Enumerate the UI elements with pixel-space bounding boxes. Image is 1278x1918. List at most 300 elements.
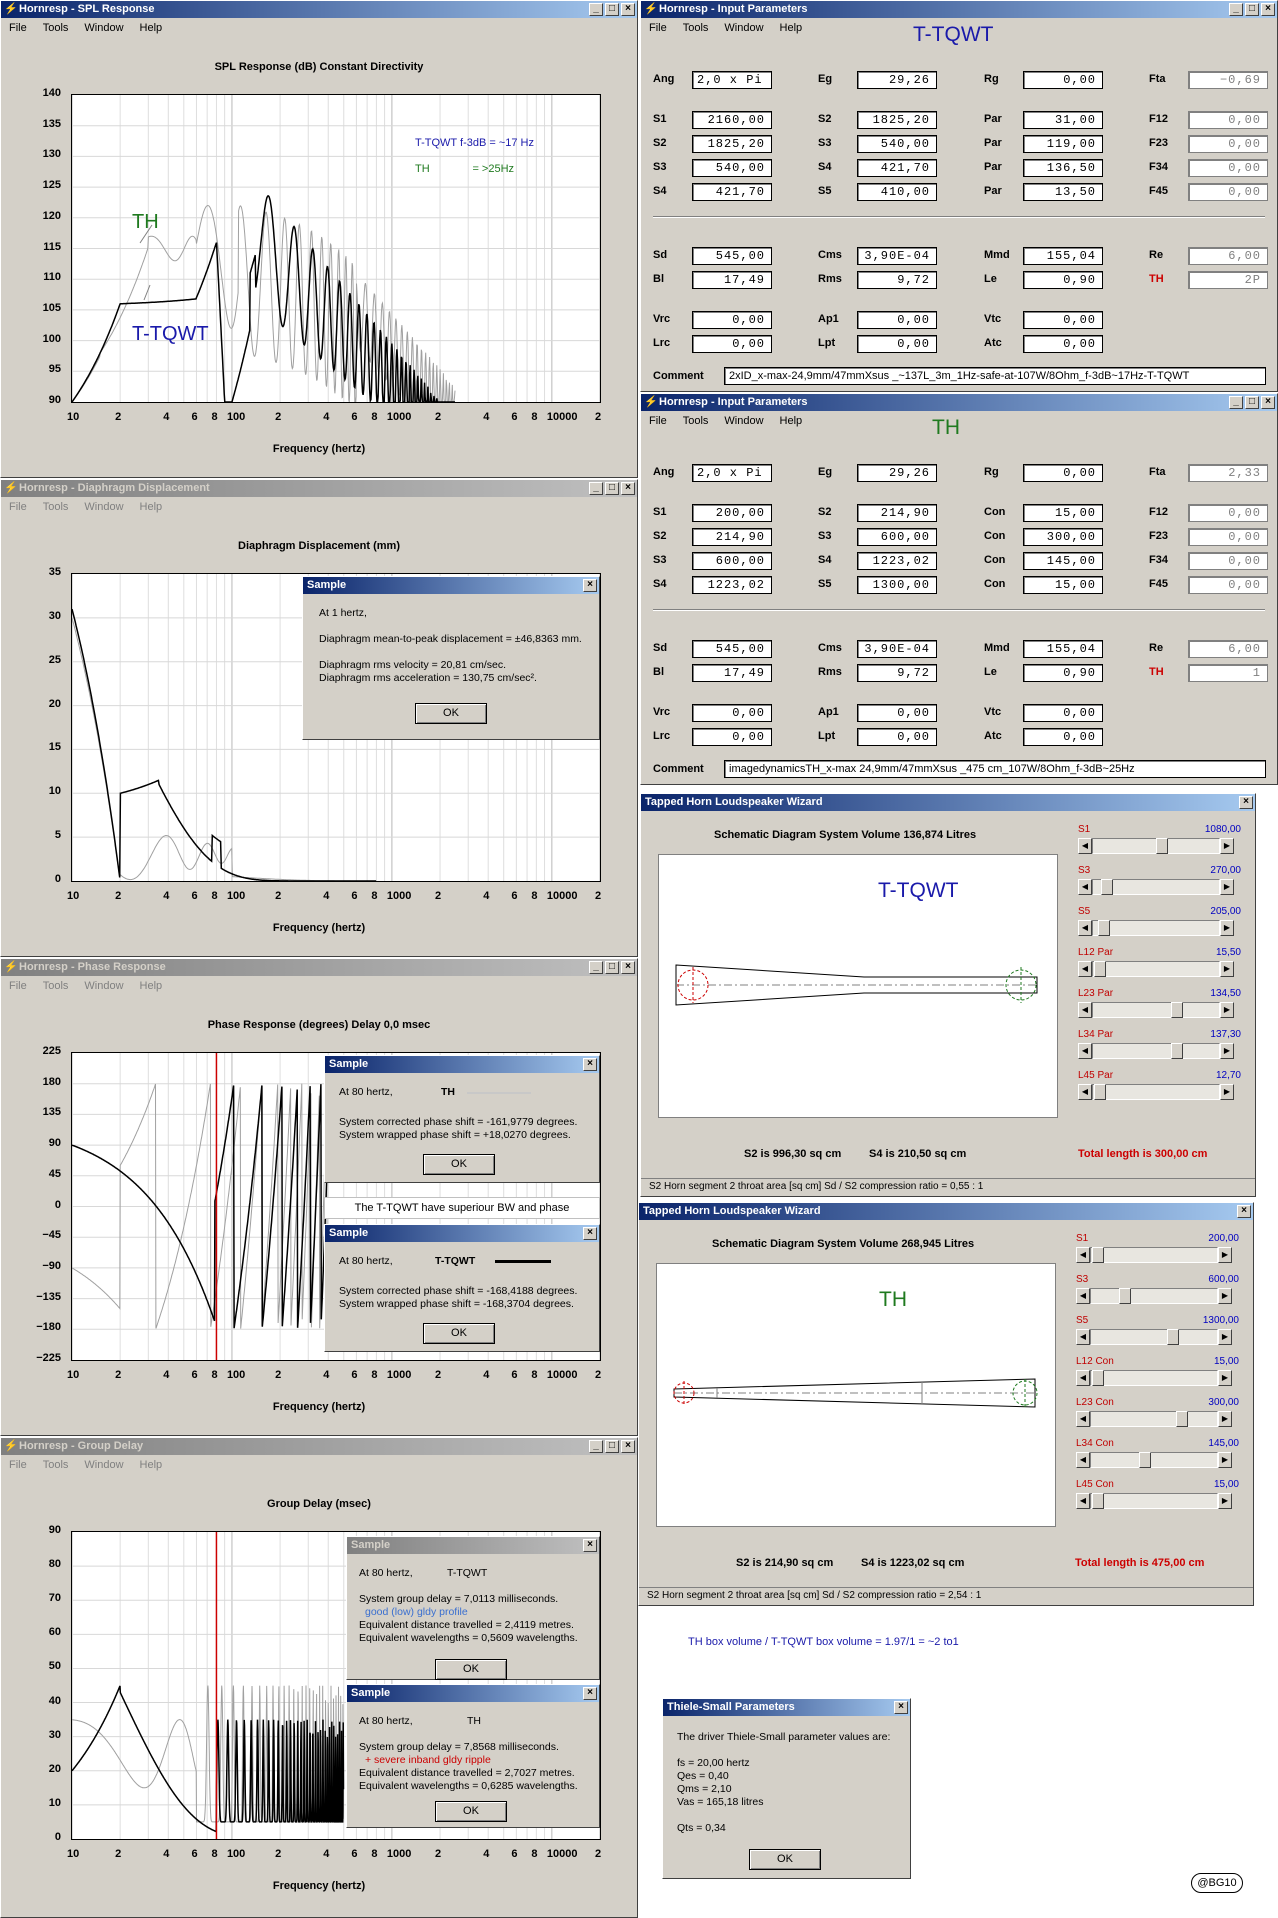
x-tick-label: 2 [275, 411, 282, 423]
slider[interactable] [1078, 1084, 1234, 1100]
series-name: TH [441, 1086, 455, 1098]
close-icon[interactable]: × [1261, 396, 1275, 409]
param-field-ang[interactable]: 2,0 x Pi [692, 71, 772, 89]
x-axis-label: Frequency (hertz) [272, 922, 366, 934]
slider-thumb[interactable] [1176, 1411, 1188, 1427]
param-field-par[interactable]: 13,50 [1023, 183, 1103, 201]
slider-thumb[interactable] [1092, 1247, 1104, 1263]
menu-file[interactable]: File [9, 1459, 27, 1471]
arrow-right-icon[interactable]: ▶ [1220, 1043, 1234, 1059]
param-field-rms[interactable]: 9,72 [857, 271, 937, 289]
param-field-lrc[interactable]: 0,00 [692, 335, 772, 353]
param-field-atc[interactable]: 0,00 [1023, 728, 1103, 746]
close-icon[interactable]: × [583, 579, 597, 592]
slider-thumb[interactable] [1167, 1329, 1179, 1345]
param-field-fta[interactable]: −0,69 [1188, 71, 1268, 89]
param-field-con[interactable]: 300,00 [1023, 528, 1103, 546]
slider[interactable] [1078, 920, 1234, 936]
param-label-lpt: Lpt [818, 730, 836, 742]
param-field-re[interactable]: 6,00 [1188, 640, 1268, 658]
x-tick-label: 6 [191, 890, 198, 902]
param-label-par: Par [984, 137, 1002, 149]
x-axis-label: Frequency (hertz) [272, 1401, 366, 1413]
titlebar[interactable] [1, 959, 637, 976]
titlebar[interactable] [641, 1, 1277, 18]
arrow-left-icon[interactable]: ◀ [1078, 838, 1092, 854]
series-swatch [467, 1092, 531, 1094]
menu-help[interactable]: Help [779, 415, 803, 427]
slider-thumb[interactable] [1156, 838, 1168, 854]
menu-bar [1, 499, 637, 515]
param-label-th: TH [1149, 666, 1164, 678]
slider-track[interactable] [1090, 1493, 1218, 1509]
param-label-sd: Sd [653, 249, 668, 261]
slider-value: 12,70 [1215, 1070, 1241, 1081]
slider-track[interactable] [1092, 1043, 1220, 1059]
x-tick-label: 1000 [386, 1848, 412, 1860]
slider-thumb[interactable] [1094, 1084, 1106, 1100]
menu-help[interactable]: Help [139, 501, 163, 513]
slider-thumb[interactable] [1094, 961, 1106, 977]
y-tick-label: 105 [42, 301, 61, 314]
param-field-s4[interactable]: 1223,02 [857, 552, 937, 570]
menu-bar [1, 20, 637, 36]
ok-button[interactable]: OK [423, 1323, 495, 1344]
param-field-con[interactable]: 145,00 [1023, 552, 1103, 570]
param-field-f34[interactable]: 0,00 [1188, 159, 1268, 177]
menu-tools[interactable]: Tools [42, 980, 69, 992]
param-field-s3[interactable]: 600,00 [857, 528, 937, 546]
param-field-f45[interactable]: 0,00 [1188, 183, 1268, 201]
slider[interactable] [1076, 1370, 1232, 1386]
window-title: Hornresp - Diaphragm Displacement [19, 482, 210, 494]
close-icon[interactable]: × [1237, 1205, 1251, 1218]
close-icon[interactable]: × [1239, 796, 1253, 809]
annotation-note: + severe inband gldy ripple [365, 1754, 491, 1766]
comment-field[interactable]: imagedynamicsTH_x-max 24,9mm/47mmXsus _475 cm_107W/8Ohm_f-3dB~25Hz [724, 760, 1266, 778]
dialog-text: Equivalent wavelengths = 0,5609 wavelengths. [359, 1632, 578, 1644]
param-label-eg: Eg [818, 466, 833, 478]
x-tick-label: 10000 [546, 890, 578, 902]
x-tick-label: 6 [191, 411, 198, 423]
arrow-right-icon[interactable]: ▶ [1220, 1002, 1234, 1018]
param-field-f23[interactable]: 0,00 [1188, 135, 1268, 153]
arrow-right-icon[interactable]: ▶ [1218, 1411, 1232, 1427]
param-field-th[interactable]: 2P [1188, 271, 1268, 289]
menu-window[interactable]: Window [724, 22, 764, 34]
slider-track[interactable] [1090, 1411, 1218, 1427]
param-label-cms: Cms [818, 642, 842, 654]
param-field-par[interactable]: 31,00 [1023, 111, 1103, 129]
slider[interactable] [1078, 838, 1234, 854]
titlebar[interactable] [1, 1438, 637, 1455]
slider-thumb[interactable] [1092, 1493, 1104, 1509]
status-bar: S2 Horn segment 2 throat area [sq cm] Sd / S2 compression ratio = 0,55 : 1 [641, 1178, 1255, 1196]
slider-value: 15,00 [1213, 1479, 1239, 1490]
menu-window[interactable]: Window [84, 980, 124, 992]
param-field-s5[interactable]: 1300,00 [857, 576, 937, 594]
param-label-f45: F45 [1149, 185, 1168, 197]
slider-track[interactable] [1092, 961, 1220, 977]
arrow-left-icon[interactable]: ◀ [1076, 1370, 1090, 1386]
param-field-ap1[interactable]: 0,00 [857, 704, 937, 722]
arrow-right-icon[interactable]: ▶ [1218, 1452, 1232, 1468]
menu-help[interactable]: Help [139, 1459, 163, 1471]
menu-tools[interactable]: Tools [42, 1459, 69, 1471]
divider [653, 609, 1265, 611]
slider-value: 1080,00 [1204, 824, 1241, 835]
slider[interactable] [1078, 1002, 1234, 1018]
dialog-text: At 80 hertz, [339, 1086, 393, 1098]
slider[interactable] [1076, 1493, 1232, 1509]
series-swatch [495, 1260, 551, 1263]
slider[interactable] [1078, 879, 1234, 895]
param-field-lpt[interactable]: 0,00 [857, 335, 937, 353]
arrow-right-icon[interactable]: ▶ [1220, 1084, 1234, 1100]
param-field-vrc[interactable]: 0,00 [692, 311, 772, 329]
param-field-lrc[interactable]: 0,00 [692, 728, 772, 746]
param-field-th[interactable]: 1 [1188, 664, 1268, 682]
slider-track[interactable] [1090, 1452, 1218, 1468]
param-label-rms: Rms [818, 273, 842, 285]
slider-value: 1300,00 [1202, 1315, 1239, 1326]
menu-window[interactable]: Window [724, 415, 764, 427]
slider-value: 200,00 [1208, 1233, 1239, 1244]
param-field-rms[interactable]: 9,72 [857, 664, 937, 682]
dialog-text: At 80 hertz, [339, 1255, 393, 1267]
arrow-right-icon[interactable]: ▶ [1220, 920, 1234, 936]
param-field-f12[interactable]: 0,00 [1188, 504, 1268, 522]
param-field-f12[interactable]: 0,00 [1188, 111, 1268, 129]
x-tick-label: 2 [115, 1848, 122, 1860]
x-tick-label: 6 [191, 1369, 198, 1381]
arrow-left-icon[interactable]: ◀ [1078, 961, 1092, 977]
wizard-window-tqwt [640, 793, 1256, 1197]
maximize-icon[interactable]: □ [605, 3, 619, 16]
maximize-icon[interactable]: □ [605, 961, 619, 974]
arrow-right-icon[interactable]: ▶ [1218, 1288, 1232, 1304]
ok-button[interactable]: OK [423, 1154, 495, 1175]
arrow-right-icon[interactable]: ▶ [1220, 961, 1234, 977]
menu-tools[interactable]: Tools [682, 415, 709, 427]
displacement-window [0, 479, 638, 957]
param-field-s4[interactable]: 1223,02 [692, 576, 772, 594]
x-axis-label: Frequency (hertz) [272, 443, 366, 455]
param-field-ang[interactable]: 2,0 x Pi [692, 464, 772, 482]
arrow-left-icon[interactable]: ◀ [1076, 1452, 1090, 1468]
x-tick-label: 2 [435, 1848, 442, 1860]
y-tick-label: 40 [48, 1694, 61, 1707]
param-field-mmd[interactable]: 155,04 [1023, 247, 1103, 265]
arrow-left-icon[interactable]: ◀ [1078, 1084, 1092, 1100]
close-icon[interactable]: × [1261, 3, 1275, 16]
param-field-lpt[interactable]: 0,00 [857, 728, 937, 746]
total-length: Total length is 475,00 cm [1075, 1557, 1205, 1569]
param-field-bl[interactable]: 17,49 [692, 664, 772, 682]
y-tick-label: 30 [48, 1728, 61, 1741]
slider-thumb[interactable] [1098, 920, 1110, 936]
param-label-con: Con [984, 506, 1006, 518]
x-tick-label: 6 [511, 1369, 518, 1381]
titlebar[interactable] [641, 394, 1277, 411]
param-field-s2[interactable]: 1825,20 [692, 135, 772, 153]
x-axis-label: Frequency (hertz) [272, 1880, 366, 1892]
x-tick-label: 8 [371, 411, 378, 423]
y-tick-label: −225 [36, 1352, 61, 1364]
x-tick-label: 8 [531, 1848, 538, 1860]
param-label-th: TH [1149, 273, 1164, 285]
x-tick-label: 4 [323, 890, 330, 902]
dialog-text: Equivalent distance travelled = 2,7027 metres. [359, 1767, 575, 1779]
slider[interactable] [1076, 1247, 1232, 1263]
param-field-con[interactable]: 15,00 [1023, 504, 1103, 522]
arrow-right-icon[interactable]: ▶ [1220, 879, 1234, 895]
slider-thumb[interactable] [1101, 879, 1113, 895]
menu-window[interactable]: Window [84, 1459, 124, 1471]
slider[interactable] [1076, 1329, 1232, 1345]
window-title: Hornresp - Input Parameters [659, 3, 808, 15]
slider-thumb[interactable] [1139, 1452, 1151, 1468]
menu-tools[interactable]: Tools [42, 501, 69, 513]
param-field-con[interactable]: 15,00 [1023, 576, 1103, 594]
close-icon[interactable]: × [621, 482, 635, 495]
menu-file[interactable]: File [9, 980, 27, 992]
param-field-f45[interactable]: 0,00 [1188, 576, 1268, 594]
y-tick-label: −90 [42, 1259, 61, 1272]
y-tick-label: 5 [54, 829, 61, 842]
x-tick-label: 6 [351, 411, 358, 423]
param-field-vtc[interactable]: 0,00 [1023, 704, 1103, 722]
slider-thumb[interactable] [1092, 1370, 1104, 1386]
ok-button[interactable]: OK [749, 1849, 821, 1870]
minimize-icon[interactable]: _ [1229, 396, 1243, 409]
slider[interactable] [1076, 1452, 1232, 1468]
slider-label: S3 [1076, 1274, 1089, 1285]
arrow-left-icon[interactable]: ◀ [1076, 1411, 1090, 1427]
slider[interactable] [1076, 1288, 1232, 1304]
close-icon[interactable]: × [583, 1687, 597, 1700]
slider-thumb[interactable] [1171, 1002, 1183, 1018]
param-field-s3[interactable]: 540,00 [692, 159, 772, 177]
param-field-eg[interactable]: 29,26 [857, 464, 937, 482]
close-icon[interactable]: × [621, 3, 635, 16]
arrow-right-icon[interactable]: ▶ [1220, 838, 1234, 854]
close-icon[interactable]: × [583, 1227, 597, 1240]
arrow-left-icon[interactable]: ◀ [1076, 1247, 1090, 1263]
param-field-rg[interactable]: 0,00 [1023, 464, 1103, 482]
minimize-icon[interactable]: _ [1229, 3, 1243, 16]
param-label-ang: Ang [653, 73, 675, 85]
dialog-titlebar: Sample × [325, 1225, 599, 1242]
param-label-f23: F23 [1149, 530, 1168, 542]
menu-file[interactable]: File [649, 22, 667, 34]
maximize-icon[interactable]: □ [605, 1440, 619, 1453]
param-field-f34[interactable]: 0,00 [1188, 552, 1268, 570]
dialog-text: At 80 hertz, [359, 1567, 413, 1579]
arrow-left-icon[interactable]: ◀ [1078, 1002, 1092, 1018]
slider[interactable] [1078, 1043, 1234, 1059]
close-icon[interactable]: × [583, 1058, 597, 1071]
param-field-re[interactable]: 6,00 [1188, 247, 1268, 265]
param-field-s4[interactable]: 421,70 [857, 159, 937, 177]
param-label-s3: S3 [818, 137, 832, 149]
slider-thumb[interactable] [1119, 1288, 1131, 1304]
hornresp-icon: ⚡ [4, 482, 18, 494]
minimize-icon[interactable]: _ [589, 1440, 603, 1453]
x-tick-label: 8 [211, 1369, 218, 1381]
param-field-f23[interactable]: 0,00 [1188, 528, 1268, 546]
slider-track[interactable] [1090, 1288, 1218, 1304]
param-field-vrc[interactable]: 0,00 [692, 704, 772, 722]
comment-label: Comment [653, 763, 704, 775]
window-title: Tapped Horn Loudspeaker Wizard [645, 796, 823, 808]
y-tick-label: 50 [48, 1660, 61, 1673]
total-length: Total length is 300,00 cm [1078, 1148, 1208, 1160]
menu-help[interactable]: Help [139, 22, 163, 34]
param-field-le[interactable]: 0,90 [1023, 664, 1103, 682]
param-label-eg: Eg [818, 73, 833, 85]
param-label-s4: S4 [653, 578, 667, 590]
param-field-vtc[interactable]: 0,00 [1023, 311, 1103, 329]
maximize-icon[interactable]: □ [605, 482, 619, 495]
y-tick-label: 0 [54, 1831, 61, 1843]
heading: TH [932, 416, 960, 439]
phase-window [0, 958, 638, 1436]
arrow-right-icon[interactable]: ▶ [1218, 1247, 1232, 1263]
param-field-fta[interactable]: 2,33 [1188, 464, 1268, 482]
param-field-sd[interactable]: 545,00 [692, 247, 772, 265]
y-tick-label: 15 [48, 741, 61, 754]
slider[interactable] [1078, 961, 1234, 977]
close-icon[interactable]: × [583, 1539, 597, 1552]
schematic-heading: TH [879, 1288, 907, 1311]
menu-help[interactable]: Help [779, 22, 803, 34]
x-tick-label: 4 [483, 1848, 490, 1860]
slider-track[interactable] [1090, 1370, 1218, 1386]
param-field-par[interactable]: 136,50 [1023, 159, 1103, 177]
x-tick-label: 2 [435, 1369, 442, 1381]
slider-track[interactable] [1092, 1084, 1220, 1100]
horn-schematic [659, 855, 1059, 1119]
x-tick-label: 6 [511, 1848, 518, 1860]
param-field-cms[interactable]: 3,90E-04 [857, 247, 937, 265]
minimize-icon[interactable]: _ [589, 482, 603, 495]
param-field-s5[interactable]: 410,00 [857, 183, 937, 201]
param-label-sd: Sd [653, 642, 668, 654]
dialog-titlebar: Sample × [347, 1685, 599, 1702]
y-tick-label: 135 [42, 1106, 61, 1119]
arrow-right-icon[interactable]: ▶ [1218, 1493, 1232, 1509]
close-icon[interactable]: × [621, 961, 635, 974]
param-field-s2[interactable]: 1825,20 [857, 111, 937, 129]
param-field-s1[interactable]: 200,00 [692, 504, 772, 522]
slider-track[interactable] [1090, 1329, 1218, 1345]
menu-file[interactable]: File [649, 415, 667, 427]
arrow-left-icon[interactable]: ◀ [1076, 1493, 1090, 1509]
titlebar[interactable] [1, 1, 637, 18]
arrow-right-icon[interactable]: ▶ [1218, 1370, 1232, 1386]
param-field-rg[interactable]: 0,00 [1023, 71, 1103, 89]
window-title: Hornresp - SPL Response [19, 3, 155, 15]
param-field-s2[interactable]: 214,90 [692, 528, 772, 546]
param-field-le[interactable]: 0,90 [1023, 271, 1103, 289]
s2-readout: S2 is 214,90 sq cm [736, 1557, 834, 1569]
schematic-diagram [656, 1263, 1056, 1527]
menu-tools[interactable]: Tools [682, 22, 709, 34]
slider-track[interactable] [1090, 1247, 1218, 1263]
param-label-rms: Rms [818, 666, 842, 678]
close-icon[interactable]: × [894, 1701, 908, 1714]
thiele-small-dialog [662, 1698, 911, 1879]
arrow-left-icon[interactable]: ◀ [1078, 1043, 1092, 1059]
dialog-text: The driver Thiele-Small parameter values are: [677, 1731, 891, 1743]
arrow-left-icon[interactable]: ◀ [1076, 1329, 1090, 1345]
schematic-heading: T-TQWT [878, 879, 959, 902]
arrow-left-icon[interactable]: ◀ [1078, 879, 1092, 895]
param-label-f34: F34 [1149, 554, 1168, 566]
param-field-mmd[interactable]: 155,04 [1023, 640, 1103, 658]
param-label-lrc: Lrc [653, 730, 671, 742]
param-field-ap1[interactable]: 0,00 [857, 311, 937, 329]
minimize-icon[interactable]: _ [589, 3, 603, 16]
menu-help[interactable]: Help [139, 980, 163, 992]
slider-track[interactable] [1092, 1002, 1220, 1018]
ok-button[interactable]: OK [435, 1801, 507, 1822]
param-label-atc: Atc [984, 337, 1002, 349]
param-field-s1[interactable]: 2160,00 [692, 111, 772, 129]
arrow-left-icon[interactable]: ◀ [1078, 920, 1092, 936]
ok-button[interactable]: OK [415, 703, 487, 724]
sample-dialog-tqwt [346, 1536, 600, 1680]
param-field-sd[interactable]: 545,00 [692, 640, 772, 658]
menu-file[interactable]: File [9, 501, 27, 513]
x-tick-label: 1000 [386, 1369, 412, 1381]
arrow-right-icon[interactable]: ▶ [1218, 1329, 1232, 1345]
arrow-left-icon[interactable]: ◀ [1076, 1288, 1090, 1304]
maximize-icon[interactable]: □ [1245, 396, 1259, 409]
param-field-s3[interactable]: 600,00 [692, 552, 772, 570]
slider-track[interactable] [1092, 920, 1220, 936]
param-field-atc[interactable]: 0,00 [1023, 335, 1103, 353]
comment-field[interactable]: 2xID_x-max-24,9mm/47mmXsus _~137L_3m_1Hz-safe-at-107W/8Ohm_f-3dB~17Hz-T-TQWT [724, 367, 1266, 385]
param-field-s2[interactable]: 214,90 [857, 504, 937, 522]
slider[interactable] [1076, 1411, 1232, 1427]
param-label-s2: S2 [818, 113, 832, 125]
menu-file[interactable]: File [9, 22, 27, 34]
heading: T-TQWT [913, 23, 994, 46]
param-field-bl[interactable]: 17,49 [692, 271, 772, 289]
menu-window[interactable]: Window [84, 501, 124, 513]
titlebar[interactable] [1, 480, 637, 497]
annotation-tqwt: T-TQWT [132, 323, 209, 345]
ok-button[interactable]: OK [435, 1659, 507, 1680]
param-label-s3: S3 [818, 530, 832, 542]
param-field-cms[interactable]: 3,90E-04 [857, 640, 937, 658]
param-field-par[interactable]: 119,00 [1023, 135, 1103, 153]
param-field-s3[interactable]: 540,00 [857, 135, 937, 153]
x-tick-label: 6 [351, 1848, 358, 1860]
minimize-icon[interactable]: _ [589, 961, 603, 974]
x-tick-label: 4 [323, 1848, 330, 1860]
menu-window[interactable]: Window [84, 22, 124, 34]
param-label-par: Par [984, 161, 1002, 173]
param-field-eg[interactable]: 29,26 [857, 71, 937, 89]
param-field-s4[interactable]: 421,70 [692, 183, 772, 201]
close-icon[interactable]: × [621, 1440, 635, 1453]
menu-tools[interactable]: Tools [42, 22, 69, 34]
maximize-icon[interactable]: □ [1245, 3, 1259, 16]
slider-thumb[interactable] [1171, 1043, 1183, 1059]
